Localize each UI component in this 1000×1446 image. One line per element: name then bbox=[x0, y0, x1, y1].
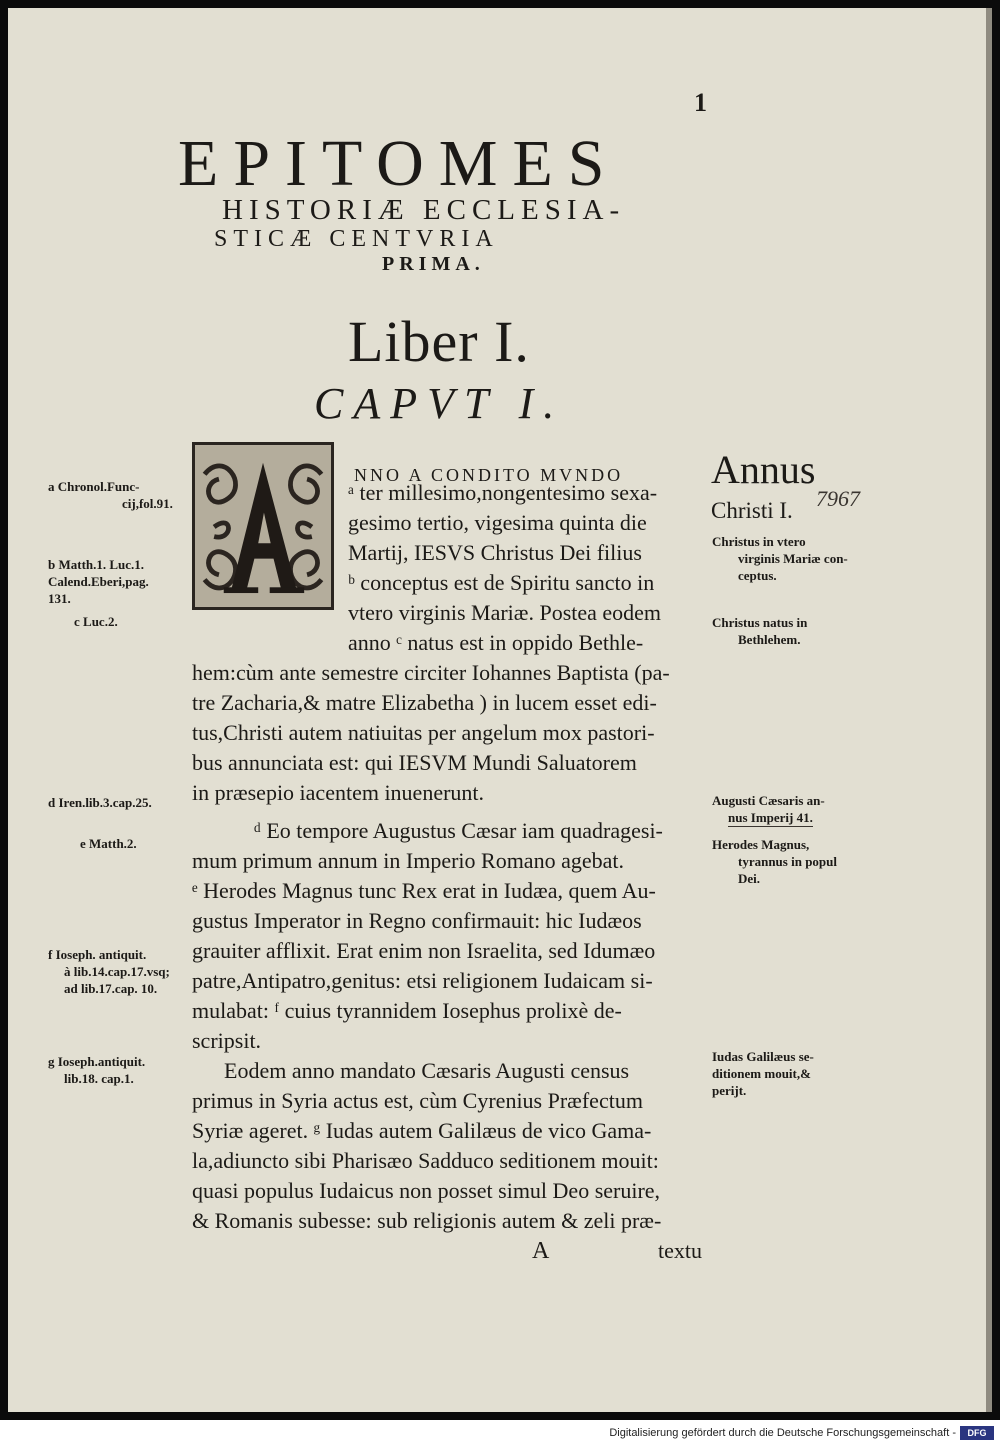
text-line: la,adiuncto sibi Pharisæo Sadduco seditionem mouit: bbox=[192, 1148, 659, 1173]
title-line-3: STICÆ CENTVRIA bbox=[214, 226, 499, 252]
margin-note-right: Herodes Magnus, bbox=[712, 837, 810, 852]
text-line: NNO A CONDITO MVNDO bbox=[354, 465, 624, 485]
text-line: Syriæ ageret. ᵍ Iudas autem Galilæus de vico Gama- bbox=[192, 1118, 652, 1143]
margin-note-right: nus Imperij 41. bbox=[728, 810, 813, 825]
text-line: mum primum annum in Imperio Romano agebat. bbox=[192, 848, 624, 873]
book-page bbox=[8, 8, 992, 1412]
margin-note-right: Christus natus in bbox=[712, 615, 808, 630]
ornamental-initial-a-icon bbox=[192, 442, 334, 610]
margin-note-right: Bethlehem. bbox=[738, 632, 801, 647]
text-line: tre Zacharia,& matre Elizabetha ) in lucem esset edi- bbox=[192, 690, 657, 715]
dfg-logo-icon[interactable]: DFG bbox=[960, 1426, 994, 1440]
margin-note-b: Calend.Eberi,pag. bbox=[48, 574, 149, 589]
title-line-4: PRIMA. bbox=[382, 253, 485, 275]
text-line: hem:cùm ante semestre circiter Iohannes Baptista (pa- bbox=[192, 660, 670, 685]
folio-number: 1 bbox=[694, 88, 707, 117]
margin-note-c: c Luc.2. bbox=[74, 614, 118, 629]
margin-note-g: lib.18. cap.1. bbox=[64, 1071, 134, 1086]
text-line: patre,Antipatro,genitus: etsi religionem Iudaicam si- bbox=[192, 968, 653, 993]
text-line: primus in Syria actus est, cùm Cyrenius Præfectum bbox=[192, 1088, 643, 1113]
funding-footer bbox=[0, 1420, 1000, 1446]
text-line: mulabat: ᶠ cuius tyrannidem Iosephus prolixè de- bbox=[192, 998, 622, 1023]
text-line: quasi populus Iudaicus non posset simul Deo seruire, bbox=[192, 1178, 661, 1203]
margin-note-f: à lib.14.cap.17.vsq; bbox=[64, 964, 170, 979]
text-line: gustus Imperator in Regno confirmauit: hic Iudæos bbox=[192, 908, 642, 933]
chapter-heading: CAPVT I. bbox=[314, 379, 565, 428]
margin-note-right: ceptus. bbox=[738, 568, 777, 583]
text-line: anno ᶜ natus est in oppido Bethle- bbox=[348, 630, 644, 655]
signature-mark: A bbox=[532, 1238, 550, 1264]
margin-year-heading: Annus bbox=[711, 447, 816, 492]
margin-note-right: Christus in vtero bbox=[712, 534, 806, 549]
margin-note-f: f Ioseph. antiquit. bbox=[48, 947, 147, 962]
text-line: ᵈ Eo tempore Augustus Cæsar iam quadragesi- bbox=[254, 818, 663, 843]
margin-note-g: g Ioseph.antiquit. bbox=[48, 1054, 146, 1069]
book-heading: Liber I. bbox=[348, 309, 530, 374]
text-line: grauiter afflixit. Erat enim non Israelita, sed Idumæo bbox=[192, 938, 656, 963]
catchword: textu bbox=[658, 1238, 702, 1263]
margin-note-a: a Chronol.Func- bbox=[48, 479, 140, 494]
text-line: vtero virginis Mariæ. Postea eodem bbox=[348, 600, 662, 625]
text-line: gesimo tertio, vigesima quinta die bbox=[348, 510, 647, 535]
text-line: scripsit. bbox=[192, 1028, 262, 1053]
margin-note-b: 131. bbox=[48, 591, 71, 606]
margin-note-right: Augusti Cæsaris an- bbox=[712, 793, 825, 808]
margin-note-d: d Iren.lib.3.cap.25. bbox=[48, 795, 152, 810]
margin-note-right: ditionem mouit,& bbox=[712, 1066, 811, 1081]
text-line: ᵇ conceptus est de Spiritu sancto in bbox=[348, 570, 655, 595]
text-line: ᵃ ter millesimo,nongentesimo sexa- bbox=[348, 480, 658, 505]
margin-note-e: e Matth.2. bbox=[80, 836, 137, 851]
margin-note-b: b Matth.1. Luc.1. bbox=[48, 557, 145, 572]
margin-note-f: ad lib.17.cap. 10. bbox=[64, 981, 158, 996]
margin-note-right: Iudas Galilæus se- bbox=[712, 1049, 814, 1064]
text-line: in præsepio iacentem inuenerunt. bbox=[192, 780, 485, 805]
text-line: bus annunciata est: qui IESVM Mundi Saluatorem bbox=[192, 750, 637, 775]
margin-note-right: virginis Mariæ con- bbox=[738, 551, 848, 566]
margin-note-right: perijt. bbox=[712, 1083, 747, 1098]
margin-year-sub: Christi I. bbox=[711, 498, 793, 523]
text-line: Eodem anno mandato Cæsaris Augusti census bbox=[224, 1058, 630, 1083]
text-line: tus,Christi autem natiuitas per angelum mox pastori- bbox=[192, 720, 655, 745]
title-line-1: EPITOMES bbox=[178, 127, 620, 200]
text-line: Martij, IESVS Christus Dei filius bbox=[348, 540, 642, 565]
margin-note-a: cij,fol.91. bbox=[122, 496, 173, 511]
text-line: ᵉ Herodes Magnus tunc Rex erat in Iudæa, quem Au- bbox=[192, 878, 656, 903]
handwritten-annotation: 7967 bbox=[816, 486, 860, 511]
margin-note-right: tyrannus in popul bbox=[738, 854, 837, 869]
funding-note: Digitalisierung gefördert durch die Deutsche Forschungsgemeinschaft - bbox=[609, 1427, 956, 1439]
margin-note-right: Dei. bbox=[738, 871, 761, 886]
text-line: & Romanis subesse: sub religionis autem & zeli præ- bbox=[192, 1208, 662, 1233]
title-line-2: HISTORIÆ ECCLESIA- bbox=[222, 194, 626, 226]
